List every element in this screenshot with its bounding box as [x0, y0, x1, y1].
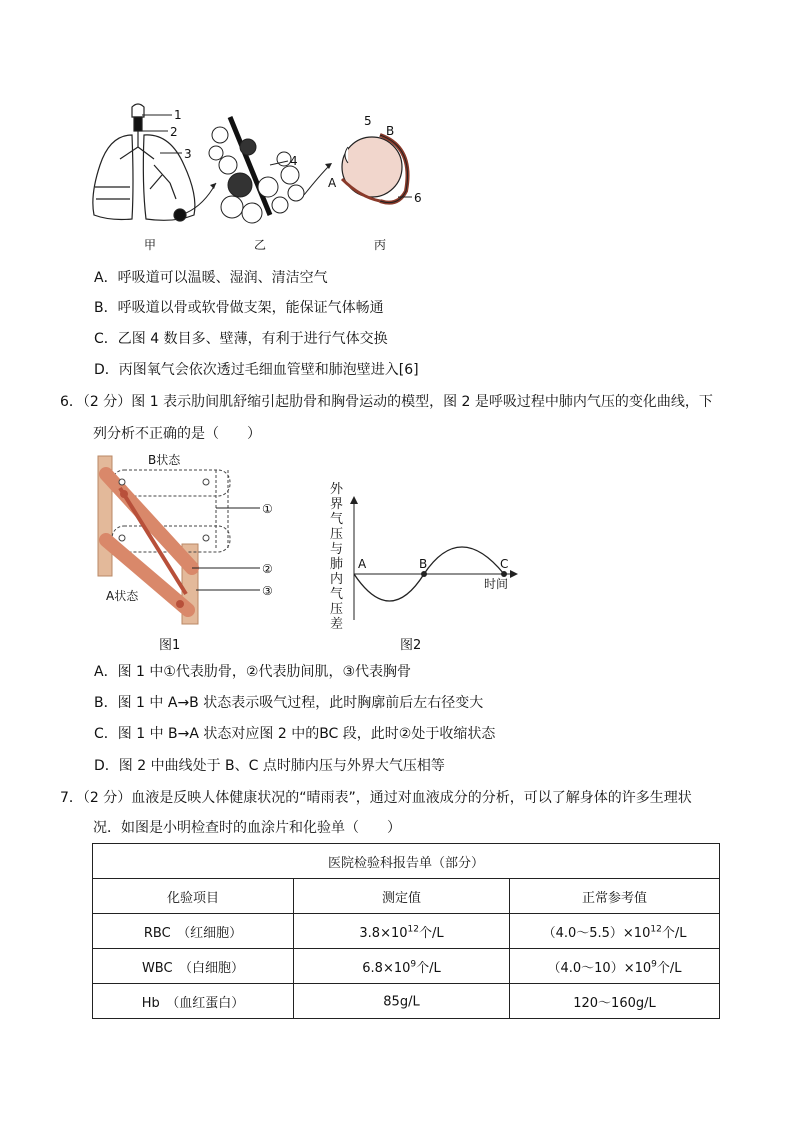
point-b: B — [419, 557, 428, 571]
q5-option-c: C．乙图 4 数目多、壁薄，有利于进行气体交换 — [94, 331, 388, 347]
q5-option-a: A．呼吸道可以温暖、湿润、清洁空气 — [94, 270, 328, 286]
lab-report-table — [92, 843, 720, 1019]
x-axis-label: 时间 — [484, 577, 509, 591]
point-a: A — [358, 557, 367, 571]
fig2-caption: 图2 — [400, 638, 422, 653]
row-reference: $(4.0\sim 10)\times 10^9$个/L — [510, 949, 720, 984]
table-title: 医院检验科报告单（部分） — [93, 844, 720, 879]
q6-option-c: C．图 1 中 B→A 状态对应图 2 中的BC 段，此时②处于收缩状态 — [94, 726, 496, 742]
q6-option-d: D．图 2 中曲线处于 B、C 点时肺内压与外界大气压相等 — [94, 758, 445, 774]
y-axis-label: 外界气压与肺内气压差 — [330, 482, 344, 632]
q7-stem-line1: 7．（2 分）血液是反映人体健康状况的“晴雨表”，通过对血液成分的分析，可以了解身体的许多生理状 — [60, 790, 692, 806]
header-item: 化验项目 — [93, 879, 294, 914]
q6-option-a: A．图 1 中①代表肋骨，②代表肋间肌，③代表胸骨 — [94, 664, 412, 680]
state-b-label: B状态 — [148, 453, 181, 467]
table-header-row — [93, 879, 720, 914]
pressure-curve-figure — [320, 478, 520, 628]
table-row — [93, 984, 720, 1019]
label-b: B — [386, 124, 395, 138]
header-value: 测定值 — [294, 879, 510, 914]
q5-option-b: B．呼吸道以骨或软骨做支架，能保证气体畅通 — [94, 300, 384, 316]
row-item: RBC （红细胞） — [93, 914, 294, 949]
q7-stem-line2: 况．如图是小明检查时的血涂片和化验单（ ） — [93, 820, 401, 836]
row-value: $3.8\times 10^{12}$个/L — [294, 914, 510, 949]
label-yi: 乙 — [254, 238, 267, 252]
label-1: 1 — [174, 108, 182, 122]
fig1-caption: 图1 — [159, 638, 181, 653]
label-circle-1: ① — [262, 502, 273, 516]
label-5: 5 — [364, 114, 372, 128]
row-item: WBC （白细胞） — [93, 949, 294, 984]
table-title-row — [93, 844, 720, 879]
label-jia: 甲 — [144, 238, 157, 252]
label-circle-3: ③ — [262, 584, 273, 598]
respiratory-figure — [80, 95, 440, 255]
q5-option-d: D．丙图氧气会依次透过毛细血管壁和肺泡壁进入[6] — [94, 362, 419, 378]
label-a: A — [328, 176, 337, 190]
point-c: C — [500, 557, 509, 571]
rib-model-figure — [92, 450, 292, 630]
label-6: 6 — [414, 191, 422, 205]
state-a-label: A状态 — [106, 589, 139, 603]
q6-stem-line1: 6．（2 分）图 1 表示肋间肌舒缩引起肋骨和胸骨运动的模型，图 2 是呼吸过程中肺内气压的变化曲线，下 — [60, 394, 713, 410]
row-value: 85g/L — [294, 984, 510, 1019]
label-circle-2: ② — [262, 562, 273, 576]
header-reference: 正常参考值 — [510, 879, 720, 914]
alveolus-capillary-diagram — [342, 135, 408, 203]
table-row — [93, 914, 720, 949]
table-row — [93, 949, 720, 984]
q6-option-b: B．图 1 中 A→B 状态表示吸气过程，此时胸廓前后左右径变大 — [94, 695, 484, 711]
row-reference: 120～160g/L — [510, 984, 720, 1019]
label-2: 2 — [170, 125, 178, 139]
row-item: Hb （血红蛋白） — [93, 984, 294, 1019]
row-value: $6.8\times 10^9$个/L — [294, 949, 510, 984]
label-4: 4 — [290, 154, 298, 168]
row-reference: $(4.0\sim 5.5)\times 10^{12}$个/L — [510, 914, 720, 949]
label-bing: 丙 — [374, 238, 387, 252]
q6-stem-line2: 列分析不正确的是（ ） — [93, 426, 261, 442]
label-3: 3 — [184, 147, 192, 161]
alveoli-diagram — [209, 117, 304, 223]
